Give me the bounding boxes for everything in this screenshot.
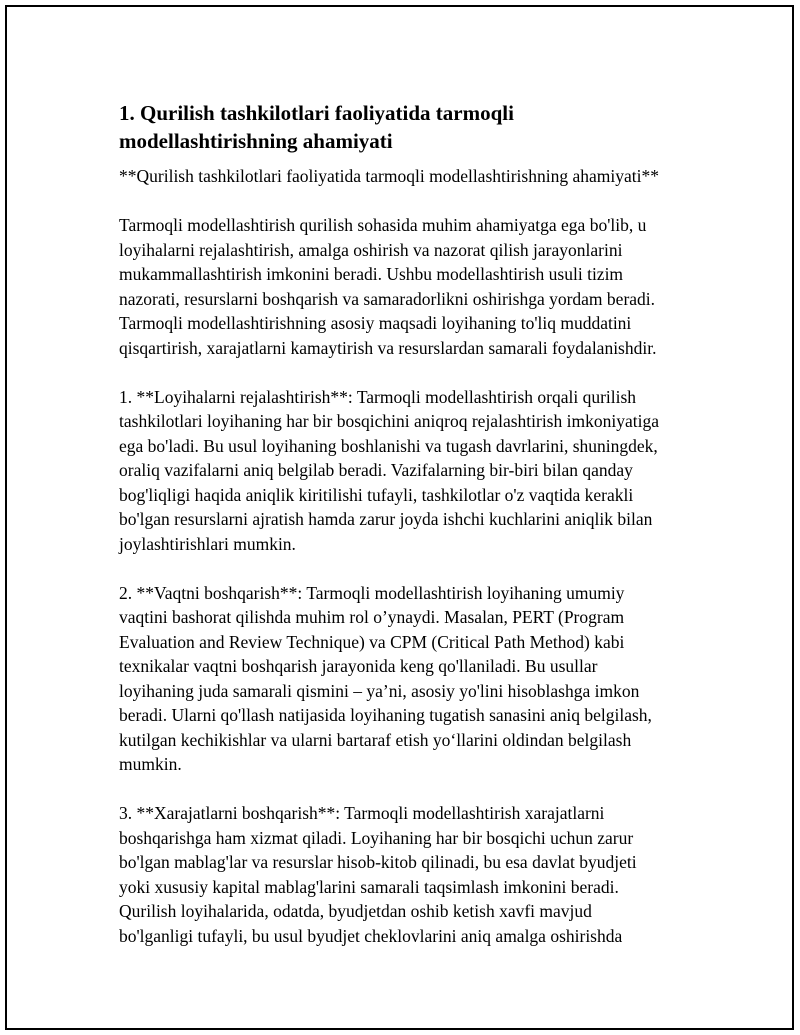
section-heading: 1. Qurilish tashkilotlari faoliyatida tarmoqli modellashtirishning ahamiyati [119,101,514,153]
paragraph-intro: Tarmoqli modellashtirish qurilish sohasida muhim ahamiyatga ega bo'lib, u loyihalarni rejalashtirish, amalga oshirish va nazorat qilish jarayonlarini mukammallashtirish imkonini beradi. Ushbu modellashtirish usuli tizim nazorati, resurslarni boshqarish va samaradorlikni oshirishga yordam beradi. Tarmoqli modellashtirishning asosiy maqsadi loyihaning to'liq muddatini qisqartirish, xarajatlarni kamaytirish va resurslardan samarali foydalanishdir. [119,215,657,358]
document-body [119,99,709,973]
paragraph-item-1: 1. **Loyihalarni rejalashtirish**: Tarmoqli modellashtirish orqali qurilish tashkilotlari loyihaning har bir bosqichini aniqroq rejalashtirish imkoniyatiga ega bo'ladi. Bu usul loyihaning boshlanishi va tugash davrlarini, shuningdek, oraliq vazifalarni aniq belgilab beradi. Vazifalarning bir-biri bilan qanday bog'liqligi haqida aniqlik kiritilishi tufayli, tashkilotlar o'z vaqtida kerakli bo'lgan resurslarni ajratish hamda zarur joyda ishchi kuchlarini aniqlik bilan joylashtirishlari mumkin. [119,386,659,554]
page-frame [5,5,794,1030]
paragraph-subtitle: **Qurilish tashkilotlari faoliyatida tarmoqli modellashtirishning ahamiyati** [119,166,659,186]
paragraph-item-3: 3. **Xarajatlarni boshqarish**: Tarmoqli modellashtirish xarajatlarni boshqarishga ham xizmat qiladi. Loyihaning har bir bosqichi uchun zarur bo'lgan mablag'lar va resurslar hisob-kitob qilinadi, bu esa davlat byudjeti yoki xususiy kapital mablag'larini samarali taqsimlash imkonini beradi. Qurilish loyihalarida, odatda, byudjetdan oshib ketish xavfi mavjud bo'lganligi tufayli, bu usul byudjet cheklovlarini aniq amalga oshirishda [119,803,637,946]
paragraph-item-2: 2. **Vaqtni boshqarish**: Tarmoqli modellashtirish loyihaning umumiy vaqtini bashorat qilishda muhim rol o’ynaydi. Masalan, PERT (Program Evaluation and Review Technique) va CPM (Critical Path Method) kabi texnikalar vaqtni boshqarish jarayonida keng qo'llaniladi. Bu usullar loyihaning juda samarali qismini – ya’ni, asosiy yo'lini hisoblashga imkon beradi. Ularni qo'llash natijasida loyihaning tugatish sanasini aniq belgilash, kutilgan kechikishlar va ularni bartaraf etish yo‘llarini oldindan belgilash mumkin. [119,582,652,774]
